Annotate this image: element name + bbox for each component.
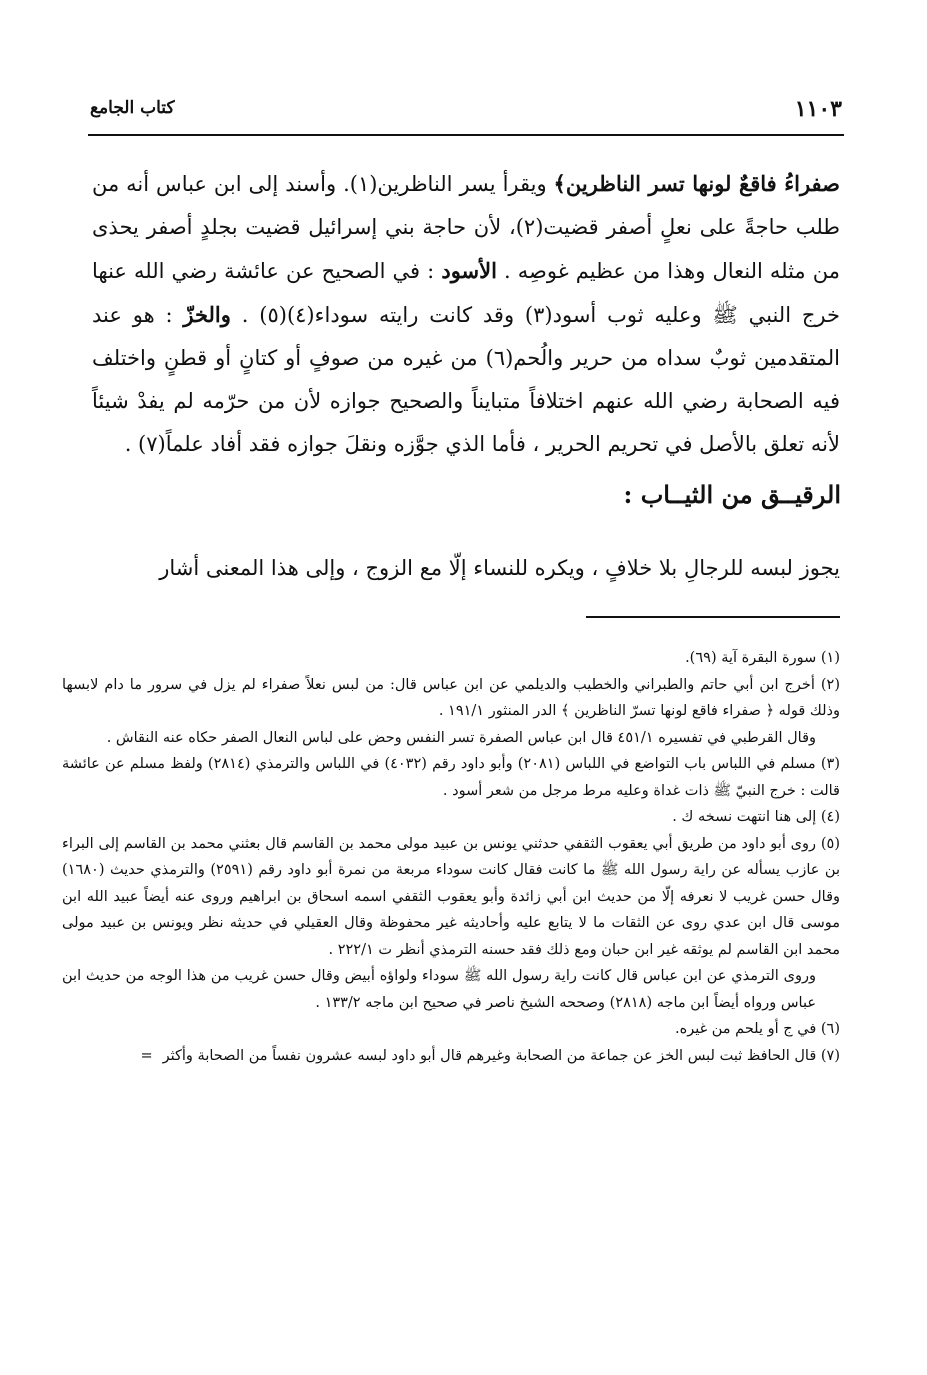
footnote: (٤) إلى هنا انتهت نسخه ك . bbox=[672, 809, 840, 825]
footnote: (١) سورة البقرة آية (٦٩). bbox=[685, 650, 840, 666]
header-rule bbox=[88, 134, 844, 136]
continuation-mark: = bbox=[140, 1047, 153, 1064]
book-title: كتاب الجامع bbox=[90, 98, 175, 118]
footnotes bbox=[62, 645, 840, 1069]
footnote: (٦) في ج أو يلحم من غيره. bbox=[674, 1021, 840, 1037]
body-text-segment: : في الصحيح عن عائشة رضي الله عنها خرج النبي ﷺ وعليه ثوب أسود(٣) وقد كانت رايته سوداء(٤)(٥) . bbox=[92, 259, 840, 327]
running-header bbox=[90, 96, 842, 130]
second-paragraph: يجوز لبسه للرجالِ بلا خلافٍ ، ويكره للنساء إلّا مع الزوج ، وإلى هذا المعنى أشار bbox=[159, 556, 840, 580]
footnote: (٢) أخرج ابن أبي حاتم والطبراني والخطيب والديلمي عن ابن عباس قال: من لبس نعلاً صفراء لم يزل في سرور ما دام لابسها وذلك قوله ﴿ صفراء فاقع لونها تسرّ الناظرين ﴾ الدر المنثور ١٩١/١ . bbox=[62, 676, 840, 719]
quran-quote: صفراءُ فاقعٌ لونها تسر الناظرين﴾ bbox=[553, 171, 841, 196]
footnote-separator bbox=[586, 616, 840, 618]
footnote-text: (٧) قال الحافظ ثبت لبس الخز عن جماعة من الصحابة وغيرهم قال أبو داود لبسه عشرون نفساً من الصحابة وأكثر bbox=[162, 1047, 840, 1064]
body-text-segment: ويقرأ يسر الناظرين(١). وأسند إلى ابن عباس أنه من طلب حاجةً على نعلٍ أصفر قضيت(٢)، لأن حاجة بني إسرائيل قضيت بجلدٍ أصفر يحذى من مثله النعال وهذا من عظيم غوصِه . bbox=[92, 172, 840, 283]
main-paragraph bbox=[92, 162, 840, 466]
footnote: (٥) روى أبو داود من طريق أبي يعقوب الثقفي حدثني يونس بن عبيد مولى محمد بن القاسم قال بعثني محمد بن القاسم إلى البراء بن عازب يسأله عن راية رسول الله ﷺ ما كانت فقال كانت سوداء مربعة من نمرة أبو داود رقم (٢٥٩١) والترمذي حديث (١٦٨٠) وقال حسن غريب لا نعرفه إلّا من حديث ابن أبي زائدة وأبو يعقوب الثقفي اسمه اسحاق بن ابراهيم وروى عنه أيضاً عبيد الله ابن موسى قال ابن عدي روى عن الثقات ما لا يتابع عليه وأحاديثه غير محفوظة وقال العقيلي في حديثه نظر ويونس بن عبيد مولى محمد ابن القاسم لم يوثقه غير ابن حبان ومع ذلك فقد حسنه الترمذي أنظر ت ٢٢٢/١ . bbox=[62, 835, 840, 958]
footnote: (٣) مسلم في اللباس باب التواضع في اللباس (٢٠٨١) وأبو داود رقم (٤٠٣٢) في اللباس والترمذي (٢٨١٤) ولفظ مسلم عن عائشة قالت : خرج النبيّ ﷺ ذات غداة وعليه مرط مرجل من شعر أسود . bbox=[62, 756, 840, 799]
footnote-continuation: وروى الترمذي عن ابن عباس قال كانت راية رسول الله ﷺ سوداء ولواؤه أبيض وقال حسن غريب من هذا الوجه من حديث ابن عباس ورواه أيضاً ابن ماجه (٢٨١٨) وصححه الشيخ ناصر في صحيح ابن ماجه ١٣٣/٢ . bbox=[62, 968, 816, 1011]
term-aswad: الأسود bbox=[441, 258, 497, 283]
term-khazz: والخزّ bbox=[183, 302, 231, 327]
section-title: الرقيــق من الثيــاب : bbox=[623, 480, 841, 509]
body-text-segment: : هو عند المتقدمين ثوبٌ سداه من حرير والُحم(٦) من غيره من صوفٍ أو كتانٍ أو قطنٍ واختلف فيه الصحابة رضي الله عنهم اختلافاً متبايناً والصحيح جوازه لأن من حرّمه لم يفدْ شيئاً لأنه تعلق بالأصل في تحريم الحرير ، فأما الذي جوَّزه ونقلَ جوازه فقد أفاد علماً(٧) . bbox=[92, 303, 840, 456]
footnote bbox=[62, 1043, 840, 1070]
footnote-continuation: وقال القرطبي في تفسيره ٤٥١/١ قال ابن عباس الصفرة تسر النفس وحض على لباس النعال الصفر حكاه عنه النقاش . bbox=[106, 729, 816, 746]
page-number: ١١٠٣ bbox=[794, 96, 842, 122]
